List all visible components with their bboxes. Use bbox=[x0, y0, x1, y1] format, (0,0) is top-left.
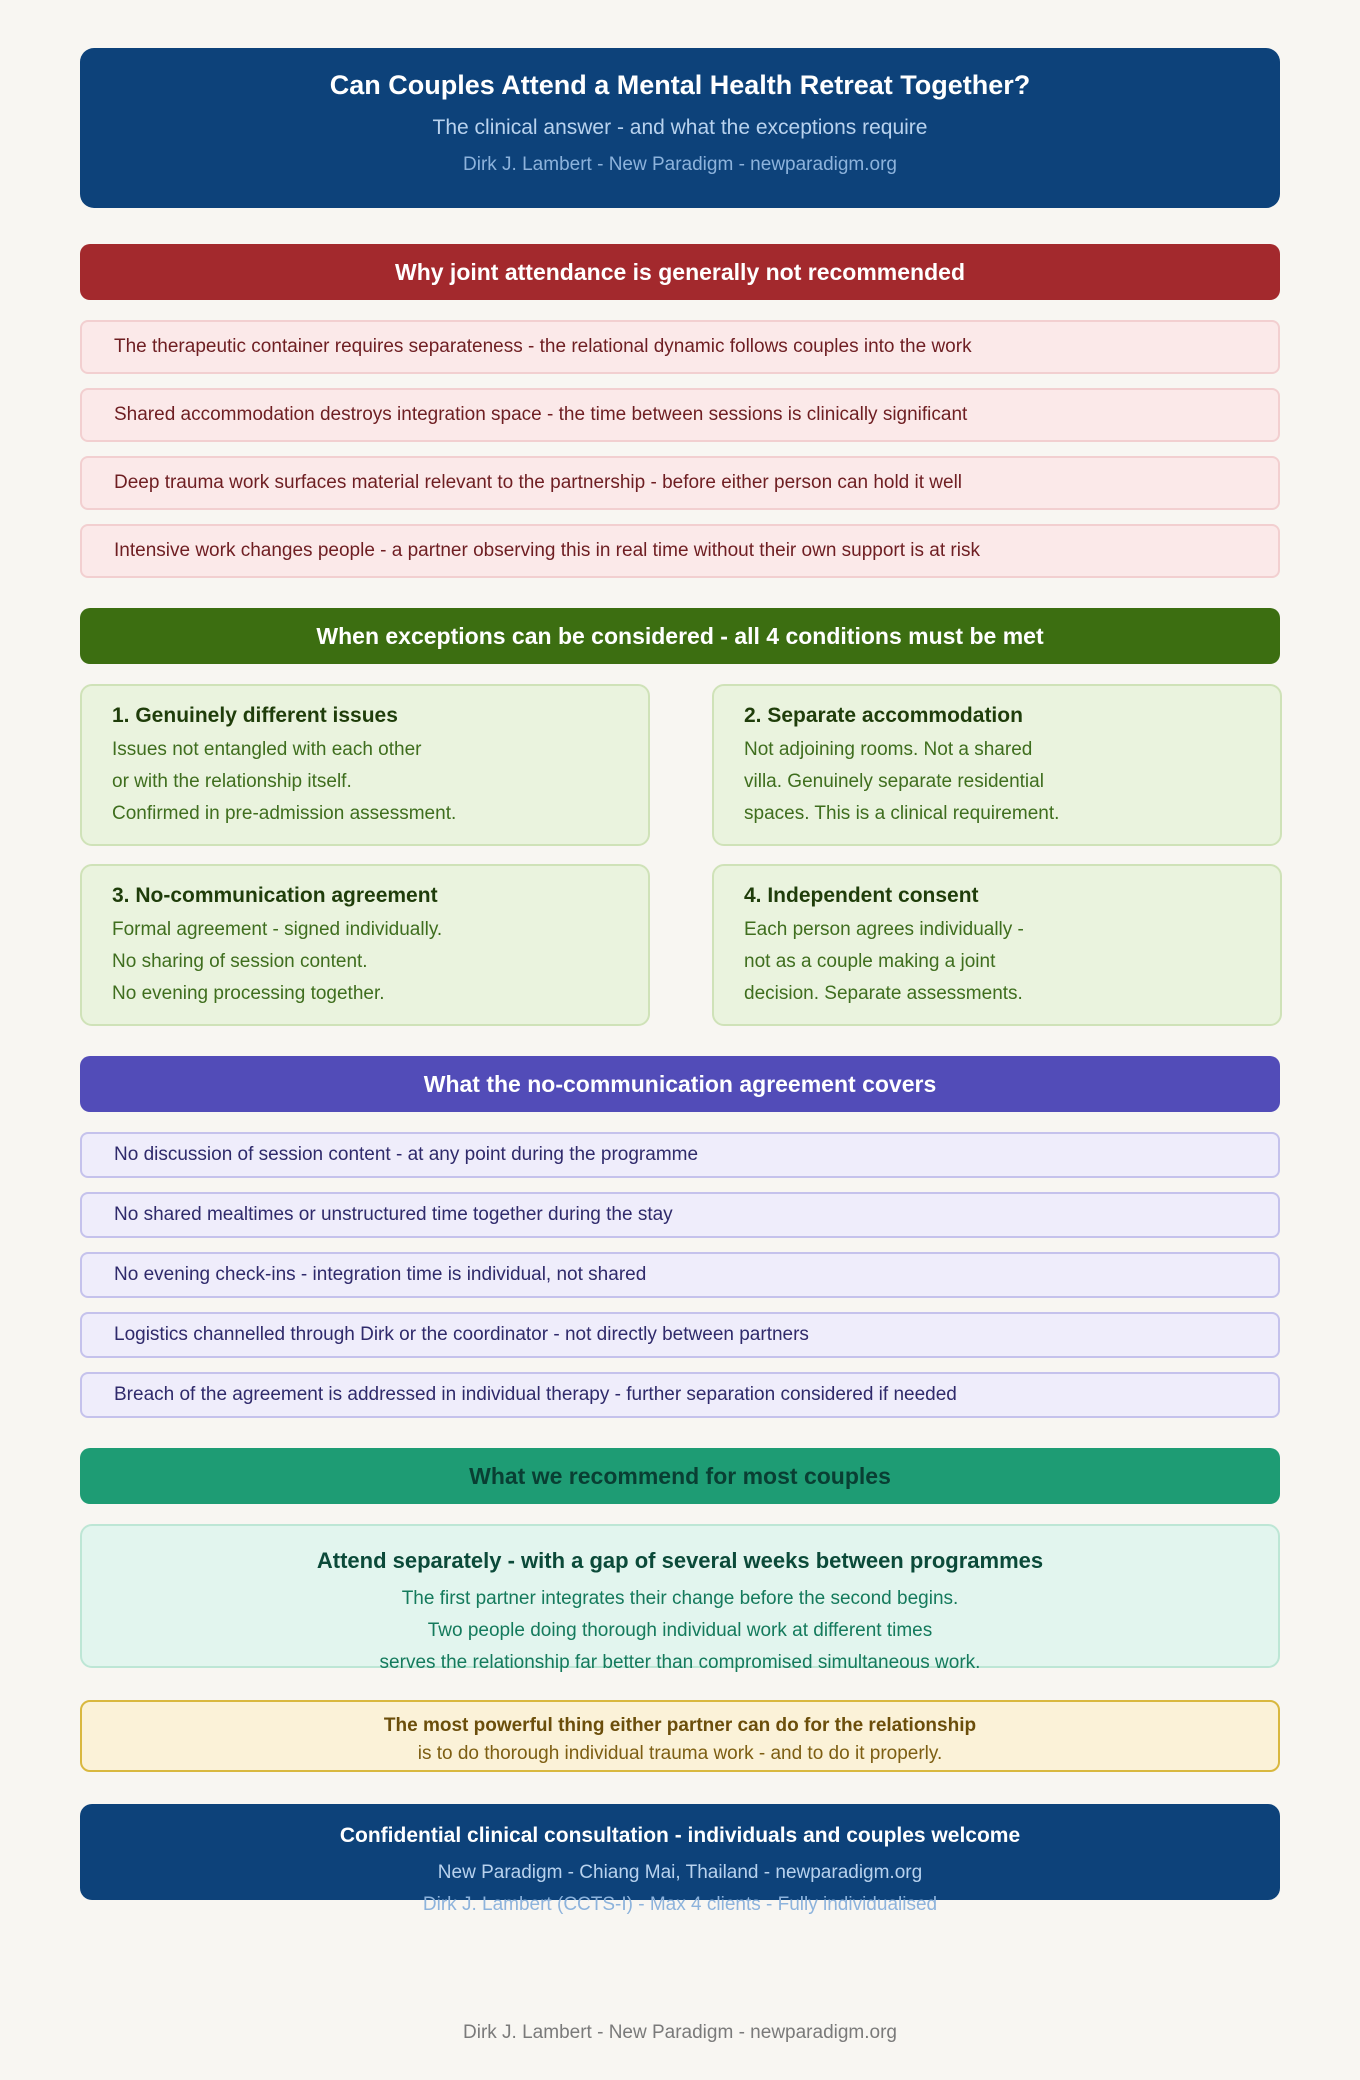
recommendation-heading: What we recommend for most couples bbox=[80, 1448, 1280, 1504]
consultation-banner bbox=[80, 1804, 1280, 1915]
condition-title: 4. Independent consent bbox=[744, 884, 979, 907]
agreement-item: No evening check-ins - integration time is individual, not shared bbox=[80, 1252, 1280, 1298]
consultation-location: New Paradigm - Chiang Mai, Thailand - newparadigm.org bbox=[437, 1862, 923, 1883]
why-not-item: Shared accommodation destroys integration space - the time between sessions is clinically significant bbox=[80, 388, 1280, 442]
condition-title: 1. Genuinely different issues bbox=[112, 704, 398, 727]
condition-line: Each person agrees individually - bbox=[744, 919, 1024, 940]
agreement-item: Logistics channelled through Dirk or the coordinator - not directly between partners bbox=[80, 1312, 1280, 1358]
consultation-details: Dirk J. Lambert (CCTS-I) - Max 4 clients - Fully individualised bbox=[422, 1894, 938, 1915]
condition-line: not as a couple making a joint bbox=[744, 951, 996, 972]
note-line-bold: The most powerful thing either partner can do for the relationship bbox=[383, 1715, 977, 1736]
condition-line: Issues not entangled with each other bbox=[112, 739, 422, 760]
condition-card bbox=[712, 684, 1282, 846]
page-subtitle: The clinical answer - and what the exceptions require bbox=[432, 116, 928, 139]
condition-line: or with the relationship itself. bbox=[112, 771, 352, 792]
condition-line: Formal agreement - signed individually. bbox=[112, 919, 443, 940]
condition-title: 2. Separate accommodation bbox=[744, 704, 1023, 727]
condition-line: No sharing of session content. bbox=[112, 951, 368, 972]
recommendation-box bbox=[80, 1524, 1280, 1673]
header-banner bbox=[80, 48, 1280, 208]
why-not-item: Deep trauma work surfaces material relevant to the partnership - before either person can hold it well bbox=[80, 456, 1280, 510]
page-byline: Dirk J. Lambert - New Paradigm - newparadigm.org bbox=[463, 154, 897, 175]
agreement-heading: What the no-communication agreement covers bbox=[80, 1056, 1280, 1112]
page-title: Can Couples Attend a Mental Health Retreat Together? bbox=[329, 70, 1031, 100]
condition-title: 3. No-communication agreement bbox=[112, 884, 438, 907]
condition-line: villa. Genuinely separate residential bbox=[744, 771, 1044, 792]
condition-line: No evening processing together. bbox=[112, 983, 385, 1004]
consultation-title: Confidential clinical consultation - individuals and couples welcome bbox=[339, 1824, 1021, 1847]
condition-card bbox=[80, 864, 650, 1026]
why-not-heading: Why joint attendance is generally not recommended bbox=[80, 244, 1280, 300]
condition-line: Confirmed in pre-admission assessment. bbox=[112, 803, 457, 824]
recommendation-line: serves the relationship far better than compromised simultaneous work. bbox=[379, 1652, 981, 1673]
bottom-credit: Dirk J. Lambert - New Paradigm - newparadigm.org bbox=[463, 2022, 897, 2043]
key-insight-note bbox=[80, 1700, 1280, 1772]
agreement-item: No discussion of session content - at any point during the programme bbox=[80, 1132, 1280, 1178]
agreement-item: No shared mealtimes or unstructured time together during the stay bbox=[80, 1192, 1280, 1238]
condition-line: spaces. This is a clinical requirement. bbox=[744, 803, 1060, 824]
condition-line: Not adjoining rooms. Not a shared bbox=[744, 739, 1033, 760]
agreement-item: Breach of the agreement is addressed in individual therapy - further separation considered if needed bbox=[80, 1372, 1280, 1418]
condition-card bbox=[712, 864, 1282, 1026]
exceptions-heading: When exceptions can be considered - all 4 conditions must be met bbox=[80, 608, 1280, 664]
recommendation-line: Two people doing thorough individual work at different times bbox=[427, 1620, 933, 1641]
why-not-item: The therapeutic container requires separateness - the relational dynamic follows couples into the work bbox=[80, 320, 1280, 374]
note-line: is to do thorough individual trauma work - and to do it properly. bbox=[417, 1743, 943, 1764]
condition-line: decision. Separate assessments. bbox=[744, 983, 1023, 1004]
condition-card bbox=[80, 684, 650, 846]
recommendation-line: The first partner integrates their change before the second begins. bbox=[401, 1588, 959, 1609]
why-not-item: Intensive work changes people - a partner observing this in real time without their own support is at risk bbox=[80, 524, 1280, 578]
recommendation-title: Attend separately - with a gap of several weeks between programmes bbox=[316, 1548, 1044, 1573]
